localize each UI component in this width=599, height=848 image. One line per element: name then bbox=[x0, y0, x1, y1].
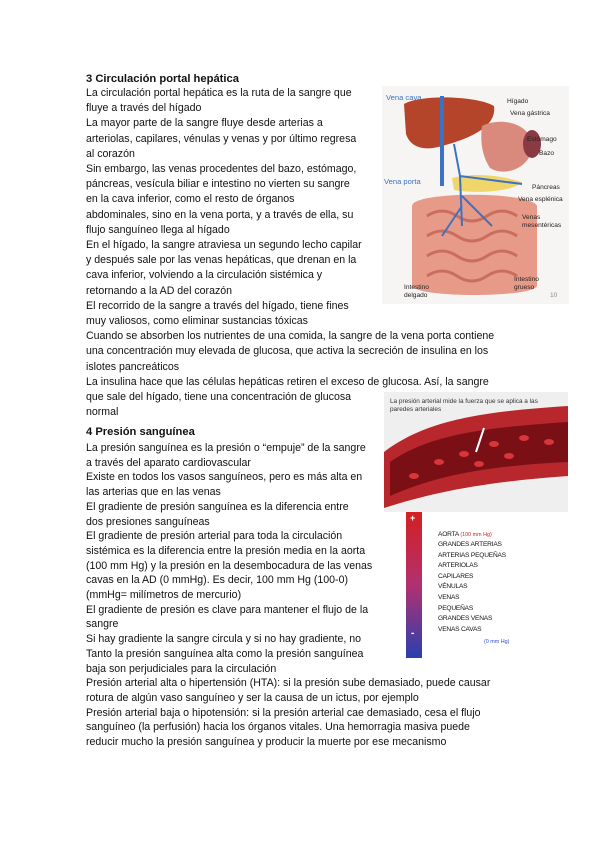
section3-line: arteriolas, capilares, vénulas y venas y por último regresa bbox=[86, 132, 357, 145]
label-bazo: Bazo bbox=[539, 150, 555, 157]
section4-line: sistémica es la diferencia entre la presión media en la aorta bbox=[86, 544, 366, 557]
section3-line: La circulación portal hepática es la ruta de la sangre que bbox=[86, 87, 352, 99]
section3-line: retornando a la AD del corazón bbox=[86, 284, 233, 297]
section3-line: Cuando se absorben los nutrientes de una comida, la sangre de la vena porta contiene bbox=[86, 330, 495, 343]
label-estomago: Estómago bbox=[527, 136, 557, 143]
section4-line: Presión arterial baja o hipotensión: si la presión arterial cae demasiado, cesa el flujo bbox=[86, 706, 481, 719]
section3-line: flujo sanguíneo llega al hígado bbox=[86, 223, 230, 236]
section3-line: cava inferior, volviendo a la circulación sistémica y bbox=[86, 269, 323, 282]
artery-pressure-figure bbox=[384, 392, 568, 512]
label-higado: Hígado bbox=[507, 98, 529, 105]
section4-line: a través del aparato cardiovascular bbox=[86, 456, 251, 469]
gradient-bar bbox=[404, 512, 428, 658]
pressure-level: VÉNULAS bbox=[438, 583, 468, 591]
section4-line: Existe en todos los vasos sanguíneos, pero es más alta en bbox=[86, 471, 363, 484]
label-pancreas: Páncreas bbox=[532, 184, 560, 191]
pressure-level: GRANDES VENAS bbox=[438, 615, 493, 623]
section3-line: Sin embargo, las venas procedentes del bazo, estómago, bbox=[86, 163, 357, 175]
section3-line: muy valiosos, como eliminar sustancias tóxicas bbox=[86, 315, 308, 327]
minus-sign: - bbox=[411, 628, 415, 639]
section4-line: La presión sanguínea es la presión o “empuje” de la sangre bbox=[86, 442, 366, 454]
pressure-level: GRANDES ARTERIAS bbox=[438, 541, 502, 548]
section4-line: sanguíneo (la perfusión) hacia los órganos vitales. Una hemorragia masiva puede bbox=[86, 721, 470, 734]
portal-anatomy-illustration bbox=[382, 86, 569, 304]
section4-line: dos presiones sanguíneas bbox=[86, 515, 210, 528]
section3-line: y después sale por las venas hepáticas, que drenan en la bbox=[86, 254, 357, 267]
section4-line: El gradiente de presión arterial para toda la circulación bbox=[86, 530, 343, 543]
pressure-level: ARTERIOLAS bbox=[438, 562, 478, 570]
section4-line: (mmHg= milímetros de mercurio) bbox=[86, 589, 242, 601]
pressure-gradient-figure bbox=[404, 512, 520, 658]
section-3-title: 3 Circulación portal hepática bbox=[86, 73, 239, 85]
label-mesentericas: mesentéricas bbox=[522, 222, 562, 229]
label-vena-gastrica: Vena gástrica bbox=[510, 110, 550, 117]
section4-line: reducir mucho la presión sanguínea y producir la muerte por ese mecanismo bbox=[86, 736, 447, 748]
section4-line: El gradiente de presión es clave para mantener el flujo de la bbox=[86, 603, 369, 616]
section4-line: las arterias que en las venas bbox=[86, 486, 221, 499]
section4-line: sangre bbox=[86, 618, 119, 631]
pressure-level: PEQUEÑAS bbox=[438, 604, 474, 612]
low-pressure-note: (0 mm Hg) bbox=[484, 639, 510, 645]
section4-line: El gradiente de presión sanguínea es la diferencia entre bbox=[86, 500, 349, 513]
section4-line: Tanto la presión sanguínea alta como la presión sanguínea bbox=[86, 647, 364, 660]
section4-line: (100 mm Hg) y la presión en la desembocadura de las venas bbox=[86, 559, 373, 572]
section3-line: que sale del hígado, tiene una concentración de glucosa bbox=[86, 391, 352, 403]
section3-line: al corazón bbox=[86, 147, 135, 160]
section3-line: La mayor parte de la sangre fluye desde arterias a bbox=[86, 117, 323, 130]
section3-line: El recorrido de la sangre a través del hígado, tiene fines bbox=[86, 299, 349, 312]
section3-line: En el hígado, la sangre atraviesa un segundo lecho capilar bbox=[86, 239, 362, 251]
section3-line: normal bbox=[86, 406, 119, 419]
label-intestino-grueso-2: grueso bbox=[514, 284, 535, 291]
label-intestino-delgado-1: Intestino bbox=[404, 284, 429, 291]
pressure-level: VENAS CAVAS bbox=[438, 625, 482, 633]
pressure-level: ARTERIAS PEQUEÑAS bbox=[438, 551, 506, 559]
label-vena-cava: Vena cava bbox=[386, 93, 422, 102]
label-intestino-delgado-2: delgado bbox=[404, 292, 428, 299]
pressure-level: VENAS bbox=[438, 594, 460, 601]
label-vena-porta: Vena porta bbox=[384, 177, 421, 186]
portal-circulation-figure bbox=[382, 86, 569, 304]
section4-line: Si hay gradiente la sangre circula y si no hay gradiente, no bbox=[86, 633, 362, 646]
section4-line: baja son perjudiciales para la circulación bbox=[86, 662, 277, 675]
level-aorta: AORTA (100 mm Hg) bbox=[438, 531, 492, 538]
section4-line: cavas en la AD (0 mmHg). Es decir, 100 mm Hg (100-0) bbox=[86, 574, 348, 587]
section3-line: una concentración muy elevada de glucosa, que activa la secreción de insulina en los bbox=[86, 345, 489, 358]
section4-line: Presión arterial alta o hipertensión (HTA): si la presión sube demasiado, puede causar bbox=[86, 677, 491, 690]
artery-caption: La presión arterial mide la fuerza que se aplica a las paredes arteriales bbox=[390, 398, 538, 413]
pressure-level: CAPILARES bbox=[438, 572, 474, 580]
section3-line: en la cava inferior, como el resto de órganos bbox=[86, 193, 295, 206]
section3-line: islotes pancreáticos bbox=[86, 360, 180, 373]
section3-line: fluye a través del hígado bbox=[86, 102, 202, 115]
label-venas: Venas bbox=[522, 214, 541, 221]
section3-line: La insulina hace que las células hepáticas retiren el exceso de glucosa. Así, la sangre bbox=[86, 375, 489, 388]
label-vena-esplenica: Vena esplénica bbox=[518, 196, 563, 203]
section-4-title: 4 Presión sanguínea bbox=[86, 426, 195, 438]
label-intestino-grueso-1: Intestino bbox=[514, 276, 539, 283]
section3-line: páncreas, vesícula biliar e intestino no vierten su sangre bbox=[86, 178, 350, 191]
plus-sign: + bbox=[410, 513, 416, 523]
figure-page-number: 10 bbox=[550, 292, 558, 299]
section3-line: abdominales, sino en la vena porta, y a través de ella, su bbox=[86, 208, 354, 221]
section4-line: rotura de algún vaso sanguíneo y ser la causa de un ictus, por ejemplo bbox=[86, 691, 419, 704]
